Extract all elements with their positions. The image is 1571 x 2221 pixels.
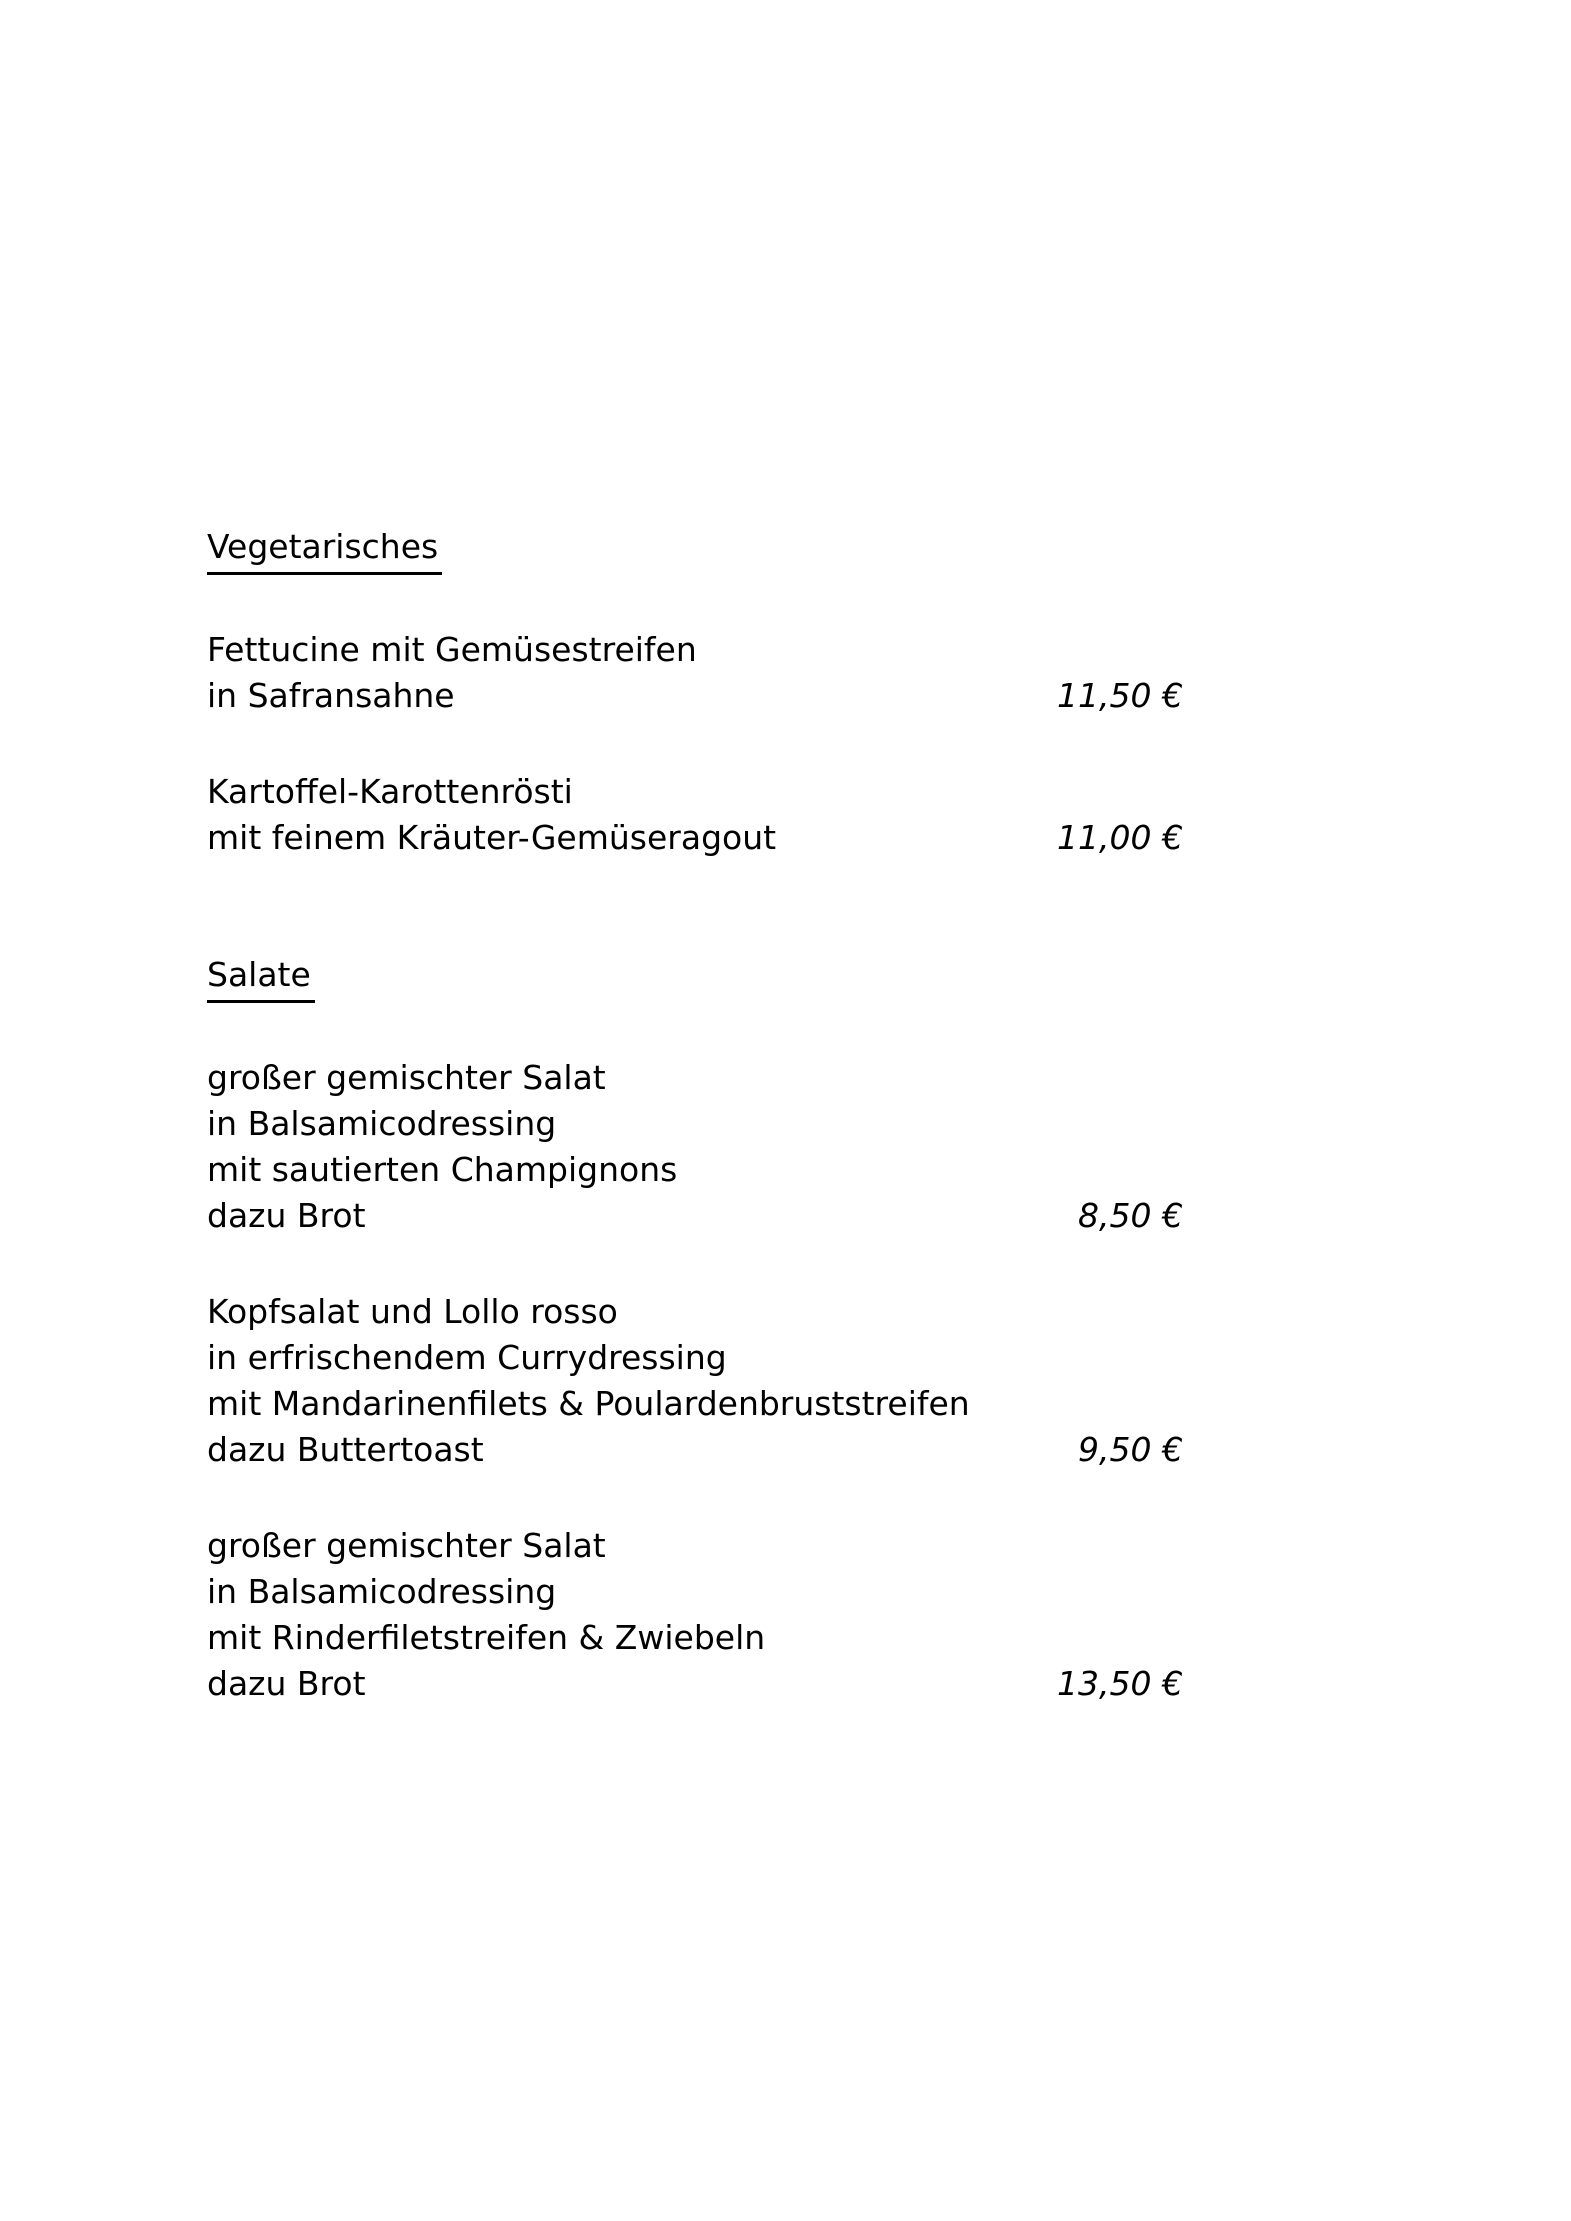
menu-item-kopfsalat-lollo-rosso xyxy=(207,1289,1183,1473)
item-line: dazu Buttertoast xyxy=(207,1430,484,1469)
section-heading-vegetarisches xyxy=(207,524,1183,575)
item-last-line-row xyxy=(207,1427,1183,1473)
item-line: Fettucine mit Gemüsestreifen xyxy=(207,630,697,669)
item-last-line-row xyxy=(207,815,1183,861)
item-line: in Balsamicodressing xyxy=(207,1104,557,1143)
item-line: in erfrischendem Currydressing xyxy=(207,1338,727,1377)
item-line: dazu Brot xyxy=(207,1196,366,1235)
item-last-line-row xyxy=(207,1193,1183,1239)
item-line: großer gemischter Salat xyxy=(207,1526,606,1565)
section-heading-text: Vegetarisches xyxy=(207,524,442,575)
item-price: 11,00 € xyxy=(1057,818,1183,857)
item-last-line-row xyxy=(207,673,1183,719)
item-price: 9,50 € xyxy=(1078,1430,1183,1469)
item-line: großer gemischter Salat xyxy=(207,1058,606,1097)
item-price: 8,50 € xyxy=(1078,1196,1183,1235)
item-line: in Safransahne xyxy=(207,676,455,715)
item-price: 13,50 € xyxy=(1057,1664,1183,1703)
menu-item-gemischter-salat-champignons xyxy=(207,1055,1183,1239)
item-line: mit feinem Kräuter-Gemüseragout xyxy=(207,818,777,857)
section-salate xyxy=(207,952,1183,1707)
item-last-line-row xyxy=(207,1661,1183,1707)
item-line: dazu Brot xyxy=(207,1664,366,1703)
menu-item-fettucine xyxy=(207,627,1183,719)
section-heading-text: Salate xyxy=(207,952,315,1003)
item-line: mit Mandarinenfilets & Poulardenbruststreifen xyxy=(207,1384,970,1423)
item-line: mit Rinderfiletstreifen & Zwiebeln xyxy=(207,1618,766,1657)
menu-item-kartoffel-roesti xyxy=(207,769,1183,861)
menu-content xyxy=(207,524,1183,1707)
item-line: Kopfsalat und Lollo rosso xyxy=(207,1292,618,1331)
item-line: mit sautierten Champignons xyxy=(207,1150,678,1189)
item-price: 11,50 € xyxy=(1057,676,1183,715)
menu-item-gemischter-salat-rinderfilet xyxy=(207,1523,1183,1707)
section-vegetarisches xyxy=(207,524,1183,861)
item-line: in Balsamicodressing xyxy=(207,1572,557,1611)
item-line: Kartoffel-Karottenrösti xyxy=(207,772,573,811)
section-heading-salate xyxy=(207,952,1183,1003)
